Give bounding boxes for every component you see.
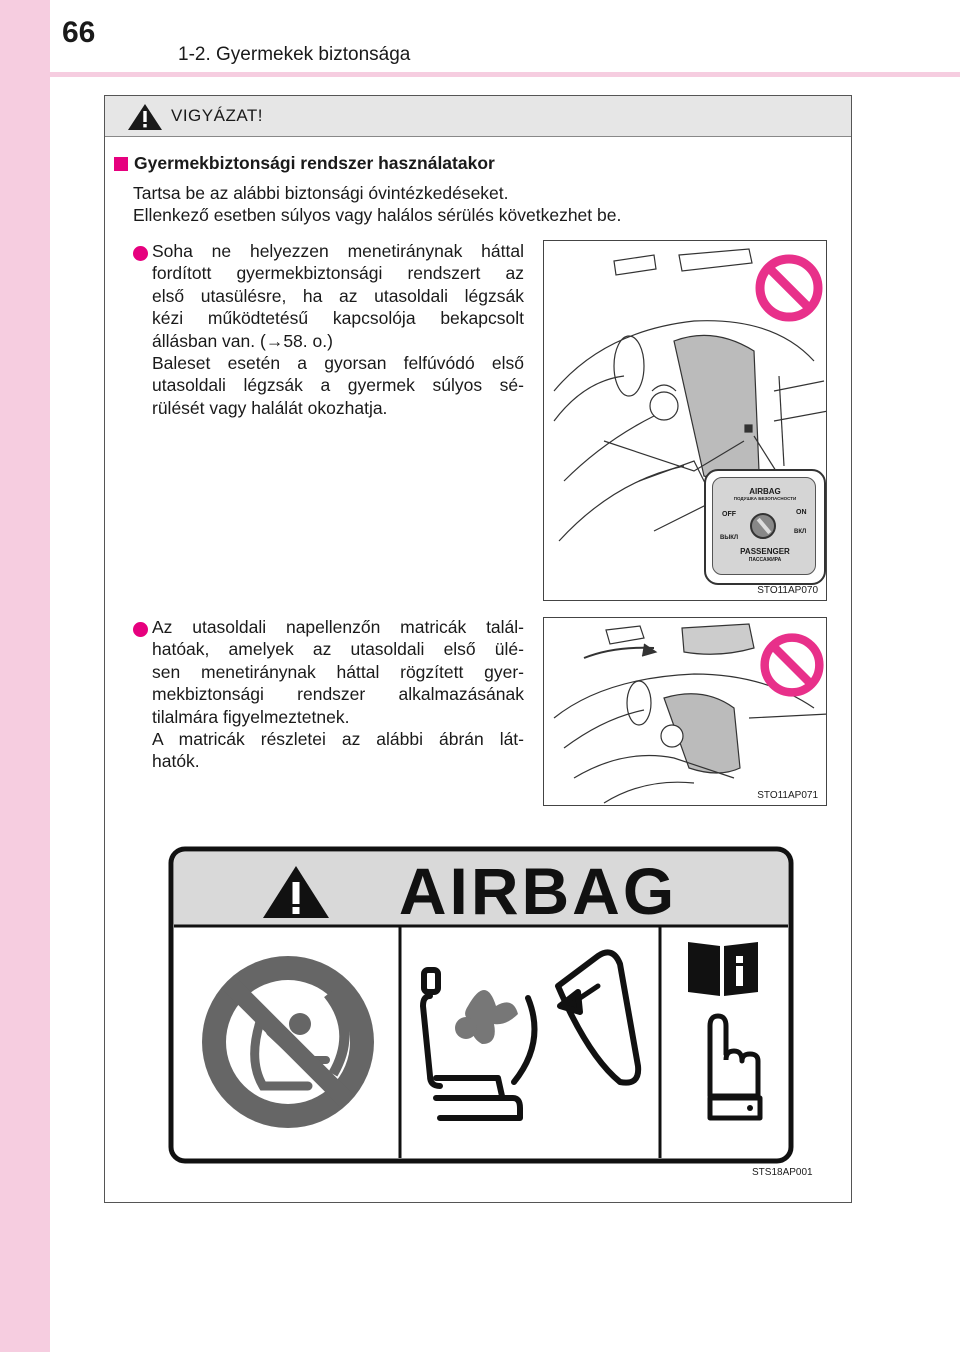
airbag-label-graphic [168, 846, 794, 1164]
item2-line: hatóak, amelyek az utasoldali első ülé- [152, 639, 524, 660]
figure-sun-visor [543, 617, 827, 806]
round-bullet-icon [133, 622, 148, 637]
switch-label-on-ru: ВКЛ [794, 529, 807, 535]
item2-line: Az utasoldali napellenzőn matricák talál- [152, 617, 524, 637]
switch-label-passenger-ru: ПАССАЖИРА [748, 557, 782, 563]
figure-code: STO11AP071 [757, 790, 818, 801]
item1-line: Soha ne helyezzen menetiránynak háttal [152, 241, 524, 261]
item1-text [152, 240, 524, 419]
item2-text [152, 616, 524, 773]
item1-line: rülését vagy halálát okozhatja. [152, 397, 388, 418]
square-bullet-icon [114, 157, 128, 171]
switch-label-airbag-ru: ПОДУШКА БЕЗОПАСНОСТИ [733, 496, 797, 501]
warning-triangle-icon [127, 103, 163, 131]
round-bullet-icon [133, 246, 148, 261]
item1-line: Baleset esetén a gyorsan felfúvódó első [152, 353, 524, 374]
caution-intro: Tartsa be az alábbi biztonsági óvintézkedéseket. Ellenkező esetben súlyos vagy halálos sérülés következhet be. [133, 183, 622, 225]
section-title: 1-2. Gyermekek biztonsága [178, 44, 411, 65]
item1-line: első utasülésre, ha az utasoldali légzsák [152, 285, 524, 306]
item2-line: mekbiztonsági rendszer alkalmazásának [152, 684, 524, 705]
header-rule [50, 72, 960, 77]
figure-code: STO11AP070 [757, 585, 818, 596]
figure-code: STS18AP001 [752, 1167, 813, 1178]
switch-label-off: OFF [722, 511, 736, 518]
item1-line: utasoldali légzsák a gyermek súlyos sé- [152, 375, 524, 396]
no-rear-facing-seat-icon [202, 956, 374, 1128]
switch-label-on: ON [796, 509, 807, 516]
item1-line: állásban van. (→58. o.) [152, 330, 333, 351]
item2-line: tilalmára figyelmeztetnek. [152, 706, 350, 727]
item1-line: kézi működtetésű kapcsolója bekapcsolt [152, 308, 524, 329]
switch-label-off-ru: ВЫКЛ [720, 535, 739, 541]
caution-subheading: Gyermekbiztonsági rendszer használatakor [134, 153, 495, 173]
caution-title: VIGYÁZAT! [171, 106, 264, 125]
item1-line: fordított gyermekbiztonsági rendszert az [152, 263, 524, 284]
airbag-switch-inset [704, 469, 826, 585]
switch-label-airbag: AIRBAG [749, 487, 781, 496]
prohibition-icon [759, 632, 825, 698]
sidebar-tab [0, 0, 50, 1352]
item2-line: hatók. [152, 751, 200, 772]
airbag-label-text: AIRBAG [398, 854, 678, 928]
item2-line: A matricák részletei az alábbi ábrán lát- [152, 729, 524, 750]
figure-airbag-switch [543, 240, 827, 601]
item2-line: sen menetiránynak háttal rögzített gyer- [152, 661, 524, 682]
switch-label-passenger: PASSENGER [740, 547, 790, 556]
page-number: 66 [62, 16, 96, 49]
airbag-warning-label [168, 846, 794, 1169]
caution-header [105, 96, 851, 137]
prohibition-icon [754, 253, 824, 323]
key-switch-knob [750, 513, 776, 539]
